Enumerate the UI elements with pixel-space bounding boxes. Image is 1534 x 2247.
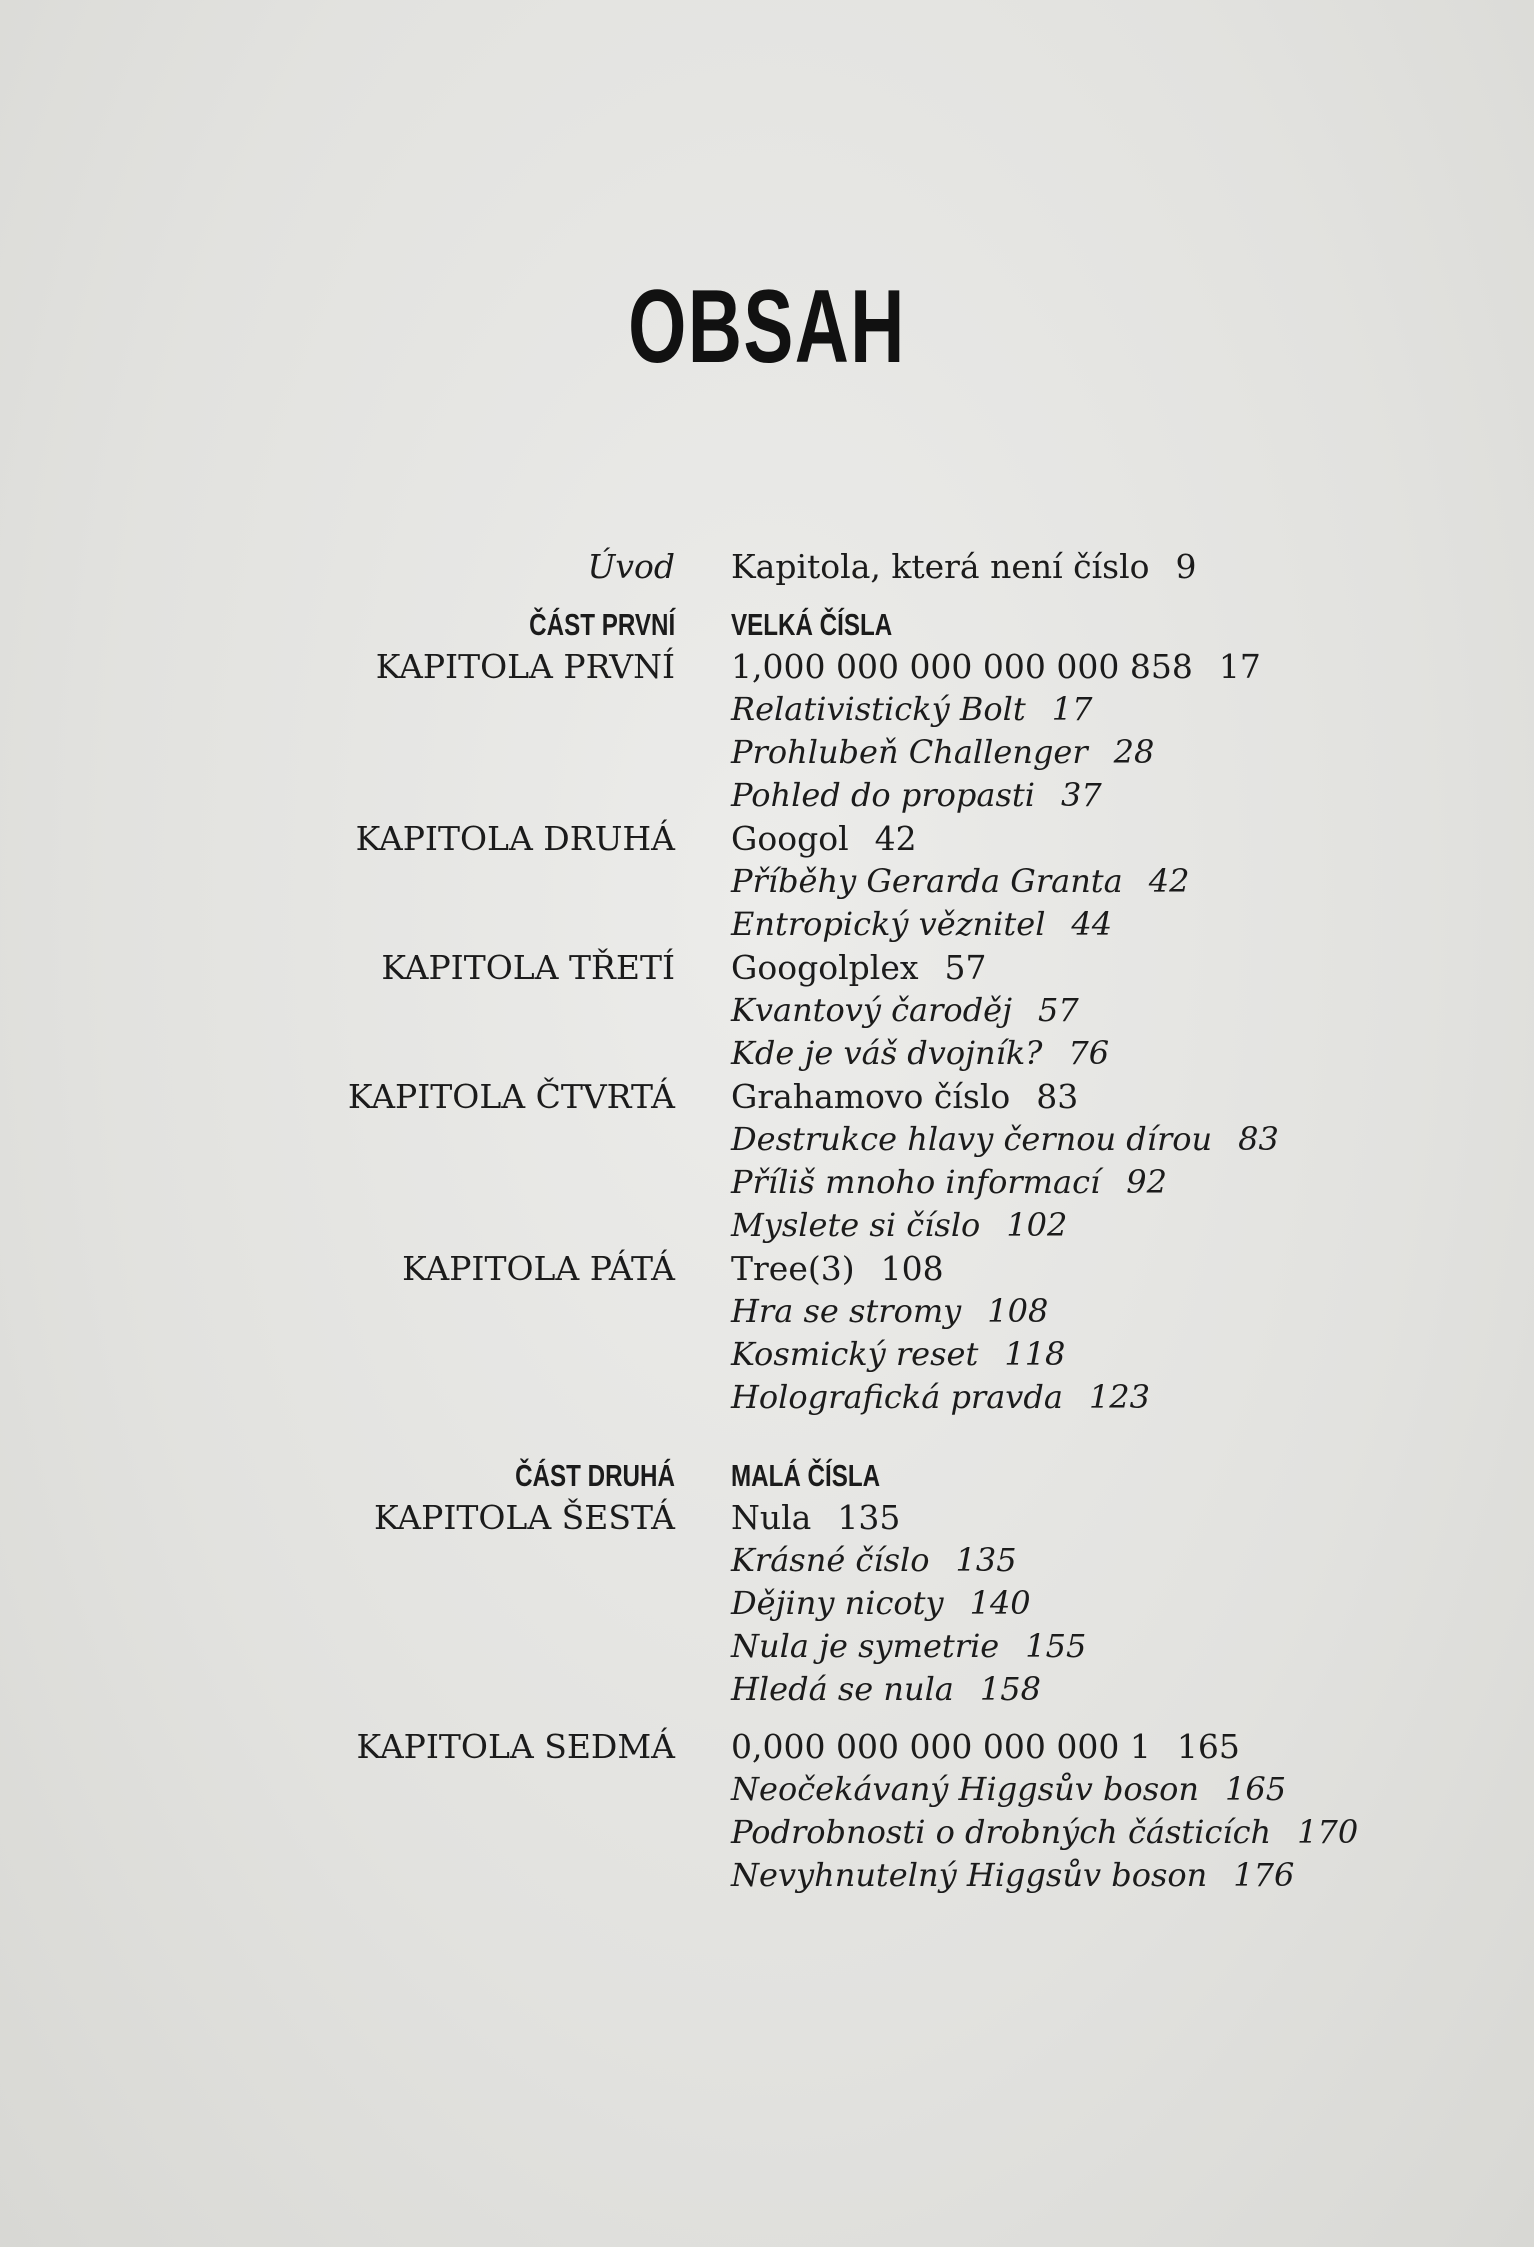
chapter-row <box>0 1247 1534 1290</box>
section-title: Entropický věznitel <box>731 905 1046 943</box>
section-title: Destrukce hlavy černou dírou <box>731 1120 1213 1158</box>
part-heading-row <box>0 1453 1534 1496</box>
section-title: Nula je symetrie <box>731 1627 1000 1665</box>
chapter-title: 1,000 000 000 000 000 858 <box>731 647 1193 686</box>
chapter-page: 83 <box>1036 1077 1079 1116</box>
section-row <box>0 1118 1534 1161</box>
section-title: Hledá se nula <box>731 1670 954 1708</box>
section-page: 155 <box>1025 1627 1087 1665</box>
section-page: 108 <box>987 1292 1049 1330</box>
section-row <box>0 1376 1534 1419</box>
section-row <box>0 688 1534 731</box>
chapter-title: Googolplex <box>731 948 919 987</box>
section-page: 176 <box>1233 1856 1295 1894</box>
section-page: 83 <box>1238 1120 1279 1158</box>
section-title: Prohlubeň Challenger <box>731 733 1088 771</box>
chapter-row <box>0 817 1534 860</box>
section-title: Podrobnosti o drobných částicích <box>731 1813 1272 1851</box>
chapter-row <box>0 1496 1534 1539</box>
section-title: Pohled do propasti <box>731 776 1035 814</box>
section-row <box>0 1333 1534 1376</box>
page-title: OBSAH <box>628 269 906 385</box>
section-row <box>0 1539 1534 1582</box>
section-title: Hra se stromy <box>731 1292 962 1330</box>
chapter-title: 0,000 000 000 000 000 1 <box>731 1727 1151 1766</box>
section-title: Holografická pravda <box>731 1378 1063 1416</box>
section-page: 123 <box>1088 1378 1151 1416</box>
chapter-page: 135 <box>837 1498 901 1537</box>
chapter-label: KAPITOLA PRVNÍ <box>375 647 675 686</box>
section-row <box>0 860 1534 903</box>
section-row <box>0 1811 1534 1854</box>
chapter-page: 108 <box>880 1249 944 1288</box>
section-title: Myslete si číslo <box>731 1206 981 1244</box>
chapter-title: Tree(3) <box>731 1249 855 1288</box>
section-title: Příběhy Gerarda Granta <box>731 862 1123 900</box>
section-page: 135 <box>955 1541 1017 1579</box>
intro-label: Úvod <box>587 547 675 586</box>
section-title: Příliš mnoho informací <box>731 1163 1101 1201</box>
intro-title: Kapitola, která není číslo <box>731 547 1150 586</box>
section-page: 92 <box>1126 1163 1167 1201</box>
section-page: 57 <box>1038 991 1079 1029</box>
section-title: Krásné číslo <box>731 1541 930 1579</box>
chapter-label: KAPITOLA ŠESTÁ <box>373 1498 675 1537</box>
toc-intro-row <box>0 545 1534 588</box>
section-row <box>0 1854 1534 1897</box>
chapter-page: 57 <box>944 948 987 987</box>
section-row <box>0 1625 1534 1668</box>
part-label: ČÁST DRUHÁ <box>515 1458 675 1493</box>
section-page: 44 <box>1071 905 1113 943</box>
section-row <box>0 1668 1534 1711</box>
section-page: 170 <box>1297 1813 1359 1851</box>
section-row <box>0 1161 1534 1204</box>
section-row <box>0 731 1534 774</box>
part-title: MALÁ ČÍSLA <box>731 1458 881 1493</box>
chapter-page: 165 <box>1176 1727 1240 1766</box>
chapter-row <box>0 946 1534 989</box>
chapter-title: Nula <box>731 1498 812 1537</box>
chapter-row <box>0 1075 1534 1118</box>
part-title: VELKÁ ČÍSLA <box>731 607 893 642</box>
chapter-label: KAPITOLA ČTVRTÁ <box>347 1077 675 1116</box>
section-page: 102 <box>1006 1206 1068 1244</box>
section-row <box>0 1032 1534 1075</box>
section-row <box>0 774 1534 817</box>
chapter-title: Grahamovo číslo <box>731 1077 1011 1116</box>
section-title: Kde je váš dvojník? <box>731 1034 1043 1072</box>
section-row <box>0 1204 1534 1247</box>
section-page: 158 <box>979 1670 1041 1708</box>
chapter-page: 42 <box>874 819 917 858</box>
section-page: 140 <box>969 1584 1031 1622</box>
section-title: Kvantový čaroděj <box>731 991 1013 1029</box>
section-row <box>0 1582 1534 1625</box>
chapter-title: Googol <box>731 819 849 858</box>
chapter-row <box>0 645 1534 688</box>
intro-page: 9 <box>1175 547 1197 586</box>
section-page: 42 <box>1148 862 1190 900</box>
part-heading-row <box>0 602 1534 645</box>
chapter-label: KAPITOLA DRUHÁ <box>355 819 675 858</box>
chapter-label: KAPITOLA SEDMÁ <box>356 1727 675 1766</box>
section-title: Neočekávaný Higgsův boson <box>731 1770 1199 1808</box>
section-page: 76 <box>1068 1034 1110 1072</box>
chapter-page: 17 <box>1218 647 1261 686</box>
chapter-row <box>0 1725 1534 1768</box>
intro-entry <box>731 545 1197 588</box>
table-of-contents <box>0 545 1534 1897</box>
section-row <box>0 1290 1534 1333</box>
section-title: Nevyhnutelný Higgsův boson <box>731 1856 1208 1894</box>
section-page: 17 <box>1051 690 1093 728</box>
section-title: Dějiny nicoty <box>731 1584 944 1622</box>
section-title: Relativistický Bolt <box>731 690 1026 728</box>
part-label: ČÁST PRVNÍ <box>528 607 675 642</box>
section-page: 118 <box>1004 1335 1066 1373</box>
chapter-label: KAPITOLA TŘETÍ <box>381 948 675 987</box>
section-title: Kosmický reset <box>731 1335 979 1373</box>
section-page: 165 <box>1224 1770 1287 1808</box>
section-page: 28 <box>1113 733 1155 771</box>
section-page: 37 <box>1060 776 1102 814</box>
section-row <box>0 903 1534 946</box>
section-row <box>0 1768 1534 1811</box>
section-row <box>0 989 1534 1032</box>
chapter-label: KAPITOLA PÁTÁ <box>402 1249 675 1288</box>
